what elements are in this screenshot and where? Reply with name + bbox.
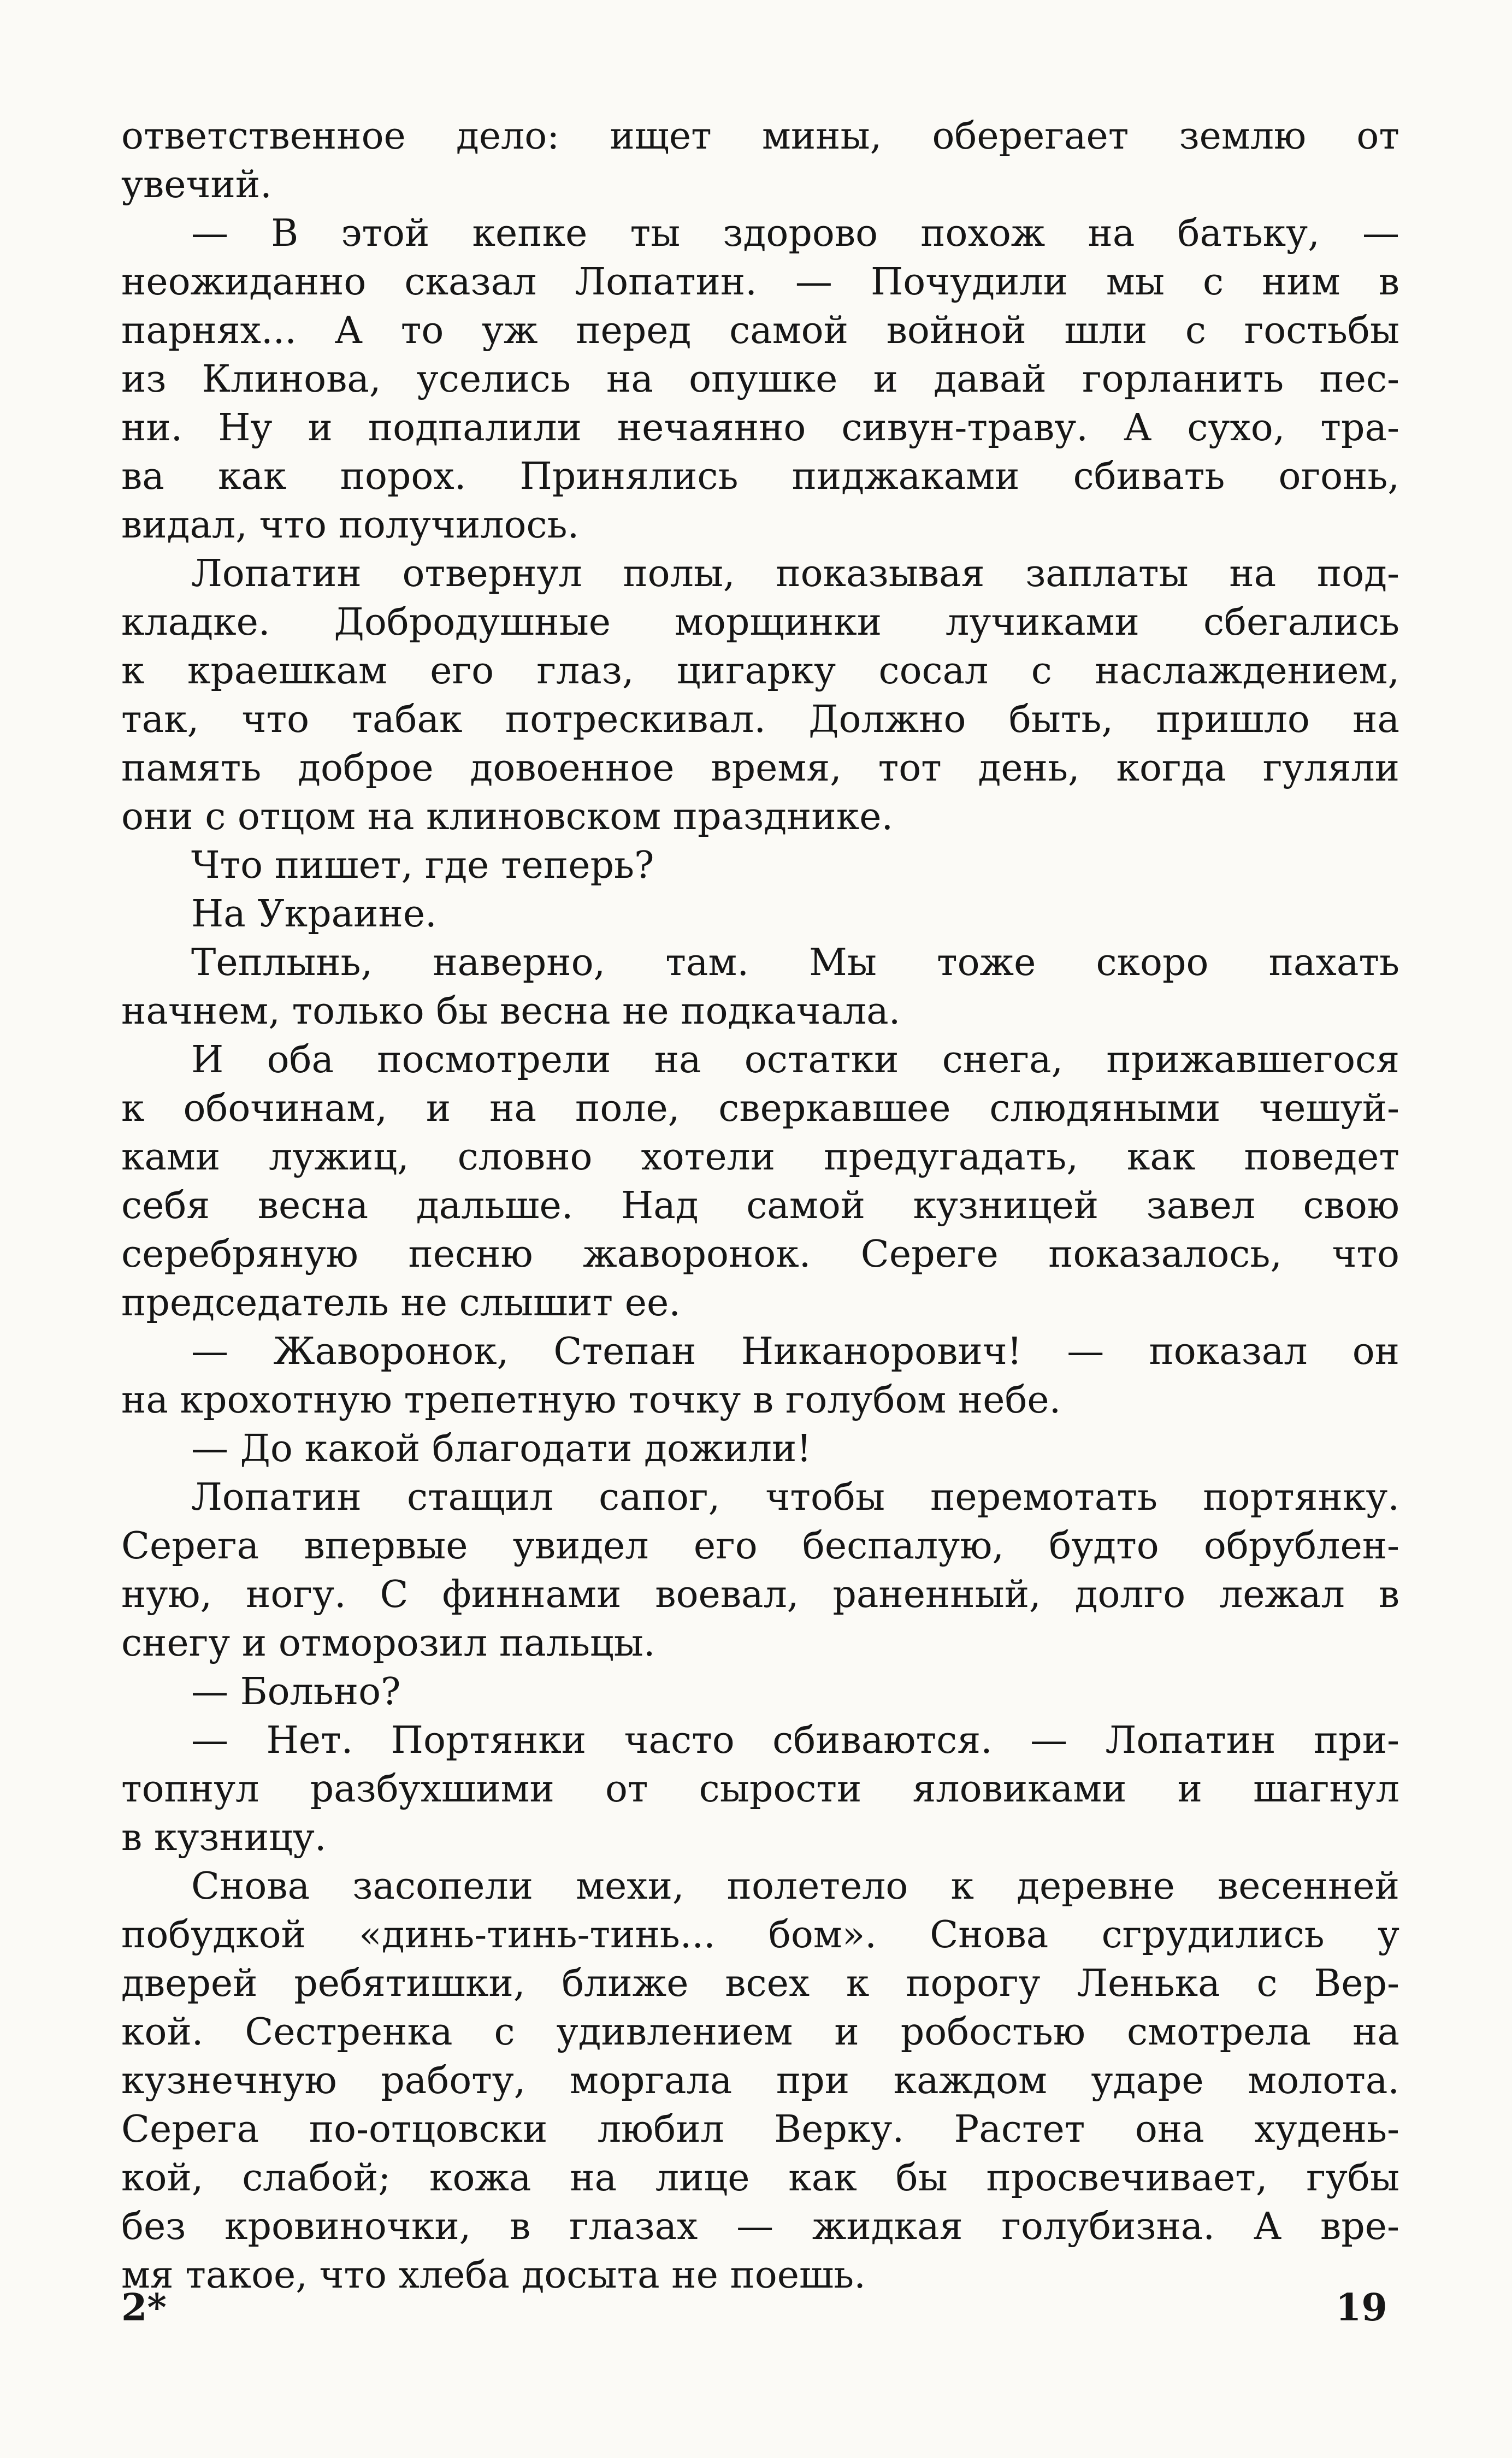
text-line: дверей ребятишки, ближе всех к порогу Ленька с Вер-: [121, 1962, 1399, 2005]
text-line: неожиданно сказал Лопатин. — Почудили мы с ним в: [121, 261, 1399, 304]
text-line: на крохотную трепетную точку в голубом небе.: [121, 1379, 1061, 1422]
text-line: к краешкам его глаз, цигарку сосал с наслаждением,: [121, 649, 1399, 693]
text-line: так, что табак потрескивал. Должно быть, пришло на: [121, 698, 1399, 741]
text-line: Лопатин стащил сапог, чтобы перемотать портянку.: [191, 1476, 1399, 1519]
text-line: — До какой благодати дожили!: [191, 1427, 812, 1470]
text-line: — Жаворонок, Степан Никанорович! — показал он: [191, 1330, 1399, 1373]
signature-mark: 2*: [121, 2286, 167, 2330]
text-line: Что пишет, где теперь?: [191, 844, 654, 887]
text-line: топнул разбухшими от сырости яловиками и шагнул: [121, 1768, 1399, 1811]
text-line: И оба посмотрели на остатки снега, прижавшегося: [191, 1038, 1399, 1082]
text-line: они с отцом на клиновском празднике.: [121, 795, 894, 838]
text-line: ва как порох. Принялись пиджаками сбивать огонь,: [121, 455, 1399, 498]
text-line: к обочинам, и на поле, сверкавшее слюдяными чешуй-: [121, 1087, 1399, 1130]
text-line: увечий.: [121, 163, 272, 206]
text-line: Снова засопели мехи, полетело к деревне весенней: [191, 1865, 1399, 1908]
text-line: парнях... А то уж перед самой войной шли с гостьбы: [121, 309, 1399, 352]
text-line: Лопатин отвернул полы, показывая заплаты на под-: [191, 552, 1399, 595]
text-line: кой. Сестренка с удивлением и робостью смотрела на: [121, 2011, 1399, 2054]
text-line: председатель не слышит ее.: [121, 1281, 681, 1325]
text-line: кладке. Добродушные морщинки лучиками сбегались: [121, 601, 1399, 644]
text-line: Серега впервые увидел его беспалую, будто обрублен-: [121, 1525, 1399, 1568]
text-line: без кровиночки, в глазах — жидкая голубизна. А вре-: [121, 2205, 1399, 2248]
text-line: себя весна дальше. Над самой кузницей завел свою: [121, 1184, 1399, 1227]
text-line: кузнечную работу, моргала при каждом ударе молота.: [121, 2059, 1399, 2102]
text-line: ни. Ну и подпалили нечаянно сивун-траву. А сухо, тра-: [121, 406, 1399, 450]
page-number: 19: [1336, 2286, 1387, 2330]
text-line: в кузницу.: [121, 1816, 327, 1859]
text-line: серебряную песню жаворонок. Сереге показалось, что: [121, 1233, 1399, 1276]
text-line: кой, слабой; кожа на лице как бы просвечивает, губы: [121, 2156, 1399, 2200]
text-line: память доброе довоенное время, тот день, когда гуляли: [121, 747, 1399, 790]
text-line: — Больно?: [191, 1670, 401, 1713]
text-line: мя такое, что хлеба досыта не поешь.: [121, 2254, 866, 2297]
text-line: — Нет. Портянки часто сбиваются. — Лопатин при-: [191, 1719, 1399, 1762]
text-line: начнем, только бы весна не подкачала.: [121, 990, 901, 1033]
text-line: ответственное дело: ищет мины, оберегает землю от: [121, 115, 1399, 158]
text-line: Серега по-отцовски любил Верку. Растет она худень-: [121, 2108, 1399, 2151]
text-line: из Клинова, уселись на опушке и давай горланить пес-: [121, 358, 1399, 401]
text-line: снегу и отморозил пальцы.: [121, 1622, 655, 1665]
text-line: ную, ногу. С финнами воевал, раненный, долго лежал в: [121, 1573, 1399, 1616]
body-text: [121, 112, 1399, 2300]
text-line: — В этой кепке ты здорово похож на батьку, —: [191, 212, 1399, 255]
text-line: На Украине.: [191, 893, 437, 936]
text-line: Теплынь, наверно, там. Мы тоже скоро пахать: [191, 941, 1399, 984]
text-line: видал, что получилось.: [121, 504, 580, 547]
text-line: ками лужиц, словно хотели предугадать, как поведет: [121, 1136, 1399, 1179]
text-line: побудкой «динь-тинь-тинь... бом». Снова сгрудились у: [121, 1913, 1399, 1957]
